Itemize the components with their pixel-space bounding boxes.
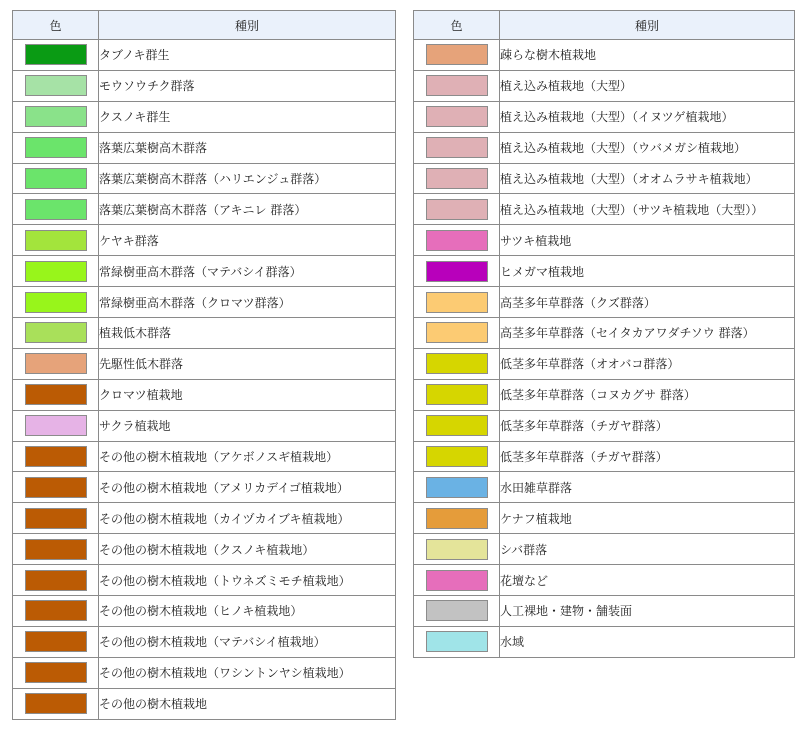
table-row — [13, 40, 396, 71]
color-cell — [13, 596, 99, 627]
type-label: 常緑樹亜高木群落（マテバシイ群落） — [99, 256, 396, 287]
color-swatch — [25, 261, 87, 282]
type-label: 人工裸地・建物・舗装面 — [500, 596, 795, 627]
color-swatch — [25, 662, 87, 683]
header-color: 色 — [414, 11, 500, 40]
color-cell — [13, 688, 99, 719]
color-cell — [414, 101, 500, 132]
color-cell — [13, 225, 99, 256]
type-label: シバ群落 — [500, 534, 795, 565]
table-row — [414, 441, 795, 472]
table-row — [13, 287, 396, 318]
color-swatch — [25, 539, 87, 560]
color-cell — [13, 472, 99, 503]
color-swatch — [426, 600, 488, 621]
color-swatch — [25, 199, 87, 220]
table-row — [13, 657, 396, 688]
color-cell — [414, 565, 500, 596]
type-label: ケヤキ群落 — [99, 225, 396, 256]
table-row — [13, 472, 396, 503]
type-label: タブノキ群生 — [99, 40, 396, 71]
color-swatch — [25, 106, 87, 127]
table-row — [13, 441, 396, 472]
table-row — [414, 163, 795, 194]
type-label: その他の樹木植栽地（マテバシイ植栽地） — [99, 626, 396, 657]
color-swatch — [25, 384, 87, 405]
color-swatch — [426, 570, 488, 591]
color-swatch — [426, 230, 488, 251]
type-label: サクラ植栽地 — [99, 410, 396, 441]
color-cell — [414, 70, 500, 101]
table-row — [13, 565, 396, 596]
table-row — [13, 503, 396, 534]
type-label: 落葉広葉樹高木群落 — [99, 132, 396, 163]
type-label: 低茎多年草群落（オオバコ群落） — [500, 348, 795, 379]
type-label: サツキ植栽地 — [500, 225, 795, 256]
legend-body-left — [13, 40, 396, 720]
table-row — [414, 40, 795, 71]
color-cell — [13, 348, 99, 379]
table-row — [13, 132, 396, 163]
color-cell — [414, 596, 500, 627]
type-label: 植え込み植栽地（大型）（オオムラサキ植栽地） — [500, 163, 795, 194]
table-row — [414, 410, 795, 441]
color-swatch — [426, 106, 488, 127]
type-label: 水田雑草群落 — [500, 472, 795, 503]
color-swatch — [25, 508, 87, 529]
type-label: 低茎多年草群落（チガヤ群落） — [500, 441, 795, 472]
table-row — [13, 225, 396, 256]
type-label: 植え込み植栽地（大型）（ウバメガシ植栽地） — [500, 132, 795, 163]
color-swatch — [426, 322, 488, 343]
type-label: 植栽低木群落 — [99, 318, 396, 349]
color-swatch — [25, 477, 87, 498]
color-cell — [13, 565, 99, 596]
color-swatch — [25, 230, 87, 251]
color-cell — [13, 410, 99, 441]
color-cell — [414, 534, 500, 565]
table-row — [414, 472, 795, 503]
color-swatch — [25, 446, 87, 467]
type-label: 水域 — [500, 626, 795, 657]
color-swatch — [25, 292, 87, 313]
color-swatch — [426, 384, 488, 405]
color-cell — [414, 472, 500, 503]
type-label: その他の樹木植栽地（クスノキ植栽地） — [99, 534, 396, 565]
header-type: 種別 — [500, 11, 795, 40]
color-cell — [13, 101, 99, 132]
color-swatch — [25, 693, 87, 714]
table-row — [13, 688, 396, 719]
type-label: その他の樹木植栽地（トウネズミモチ植栽地） — [99, 565, 396, 596]
color-cell — [414, 348, 500, 379]
type-label: 先駆性低木群落 — [99, 348, 396, 379]
color-cell — [13, 256, 99, 287]
color-cell — [13, 287, 99, 318]
table-row — [414, 348, 795, 379]
table-row — [414, 626, 795, 657]
type-label: ヒメガマ植栽地 — [500, 256, 795, 287]
color-swatch — [426, 353, 488, 374]
type-label: 花壇など — [500, 565, 795, 596]
color-cell — [414, 318, 500, 349]
color-swatch — [426, 508, 488, 529]
color-cell — [13, 163, 99, 194]
color-swatch — [426, 44, 488, 65]
type-label: 落葉広葉樹高木群落（ハリエンジュ群落） — [99, 163, 396, 194]
table-row — [414, 379, 795, 410]
type-label: クロマツ植栽地 — [99, 379, 396, 410]
table-row — [414, 101, 795, 132]
color-swatch — [426, 261, 488, 282]
type-label: 植え込み植栽地（大型）（イヌツゲ植栽地） — [500, 101, 795, 132]
header-row — [13, 11, 396, 40]
color-swatch — [426, 75, 488, 96]
legend-body-right — [414, 40, 795, 658]
table-row — [414, 596, 795, 627]
color-cell — [414, 40, 500, 71]
type-label: その他の樹木植栽地（ヒノキ植栽地） — [99, 596, 396, 627]
color-swatch — [25, 415, 87, 436]
color-cell — [414, 379, 500, 410]
table-row — [13, 70, 396, 101]
type-label: クスノキ群生 — [99, 101, 396, 132]
color-cell — [13, 379, 99, 410]
table-row — [414, 132, 795, 163]
color-cell — [13, 132, 99, 163]
color-swatch — [426, 168, 488, 189]
type-label: 高茎多年草群落（クズ群落） — [500, 287, 795, 318]
table-row — [414, 318, 795, 349]
legend-table-right — [413, 10, 795, 658]
color-swatch — [25, 353, 87, 374]
color-swatch — [25, 168, 87, 189]
table-row — [13, 348, 396, 379]
table-row — [414, 503, 795, 534]
table-row — [13, 101, 396, 132]
type-label: その他の樹木植栽地（カイヅカイブキ植栽地） — [99, 503, 396, 534]
color-cell — [414, 194, 500, 225]
type-label: その他の樹木植栽地（アケボノスギ植栽地） — [99, 441, 396, 472]
header-type: 種別 — [99, 11, 396, 40]
color-cell — [13, 534, 99, 565]
type-label: モウソウチク群落 — [99, 70, 396, 101]
type-label: 低茎多年草群落（コヌカグサ 群落） — [500, 379, 795, 410]
type-label: 低茎多年草群落（チガヤ群落） — [500, 410, 795, 441]
color-swatch — [426, 137, 488, 158]
color-swatch — [25, 322, 87, 343]
color-swatch — [25, 631, 87, 652]
color-cell — [13, 657, 99, 688]
color-cell — [414, 626, 500, 657]
color-swatch — [25, 570, 87, 591]
color-swatch — [426, 539, 488, 560]
color-swatch — [426, 292, 488, 313]
table-row — [13, 194, 396, 225]
color-cell — [13, 626, 99, 657]
table-row — [414, 194, 795, 225]
color-swatch — [426, 415, 488, 436]
color-cell — [13, 318, 99, 349]
legend-table-left — [12, 10, 396, 720]
type-label: 疎らな樹木植栽地 — [500, 40, 795, 71]
table-row — [414, 225, 795, 256]
color-swatch — [426, 199, 488, 220]
table-row — [13, 596, 396, 627]
table-row — [13, 379, 396, 410]
color-cell — [13, 40, 99, 71]
type-label: 植え込み植栽地（大型） — [500, 70, 795, 101]
color-cell — [414, 287, 500, 318]
header-row — [414, 11, 795, 40]
color-cell — [414, 225, 500, 256]
color-cell — [414, 410, 500, 441]
color-cell — [414, 441, 500, 472]
table-row — [13, 534, 396, 565]
table-row — [414, 256, 795, 287]
table-row — [13, 163, 396, 194]
color-swatch — [25, 600, 87, 621]
color-cell — [13, 441, 99, 472]
type-label: その他の樹木植栽地（アメリカデイゴ植栽地） — [99, 472, 396, 503]
color-swatch — [25, 137, 87, 158]
table-row — [13, 256, 396, 287]
type-label: 常緑樹亜高木群落（クロマツ群落） — [99, 287, 396, 318]
color-cell — [414, 163, 500, 194]
color-swatch — [25, 44, 87, 65]
table-row — [13, 626, 396, 657]
color-cell — [414, 132, 500, 163]
table-row — [414, 287, 795, 318]
color-cell — [13, 70, 99, 101]
header-color: 色 — [13, 11, 99, 40]
type-label: その他の樹木植栽地 — [99, 688, 396, 719]
table-row — [414, 70, 795, 101]
table-row — [414, 534, 795, 565]
table-row — [13, 410, 396, 441]
table-row — [414, 565, 795, 596]
color-swatch — [25, 75, 87, 96]
type-label: ケナフ植栽地 — [500, 503, 795, 534]
color-swatch — [426, 477, 488, 498]
color-swatch — [426, 446, 488, 467]
color-swatch — [426, 631, 488, 652]
color-cell — [13, 503, 99, 534]
type-label: 落葉広葉樹高木群落（アキニレ 群落） — [99, 194, 396, 225]
type-label: その他の樹木植栽地（ワシントンヤシ植栽地） — [99, 657, 396, 688]
type-label: 植え込み植栽地（大型）（サツキ植栽地（大型）） — [500, 194, 795, 225]
color-cell — [414, 256, 500, 287]
table-row — [13, 318, 396, 349]
color-cell — [414, 503, 500, 534]
color-cell — [13, 194, 99, 225]
type-label: 高茎多年草群落（セイタカアワダチソウ 群落） — [500, 318, 795, 349]
